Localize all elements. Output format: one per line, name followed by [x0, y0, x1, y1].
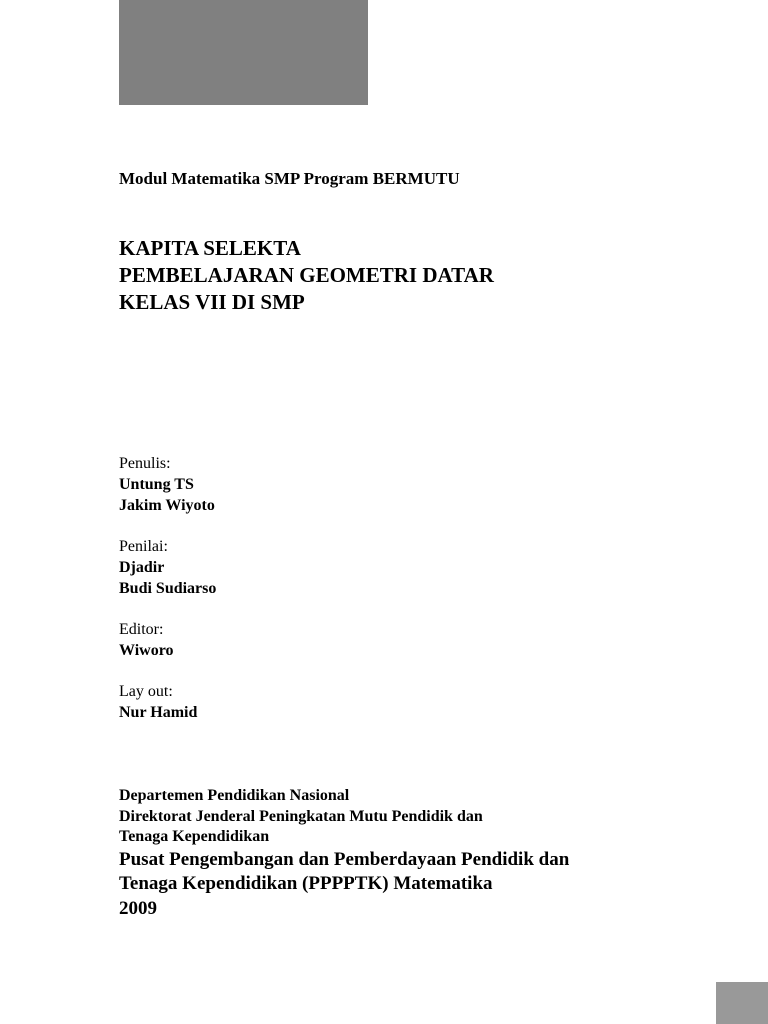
credit-role: Lay out: — [119, 683, 173, 700]
document-title — [119, 235, 494, 316]
credit-group-editor — [119, 619, 216, 661]
credit-person: Budi Sudiarso — [119, 580, 217, 597]
title-line-2: PEMBELAJARAN GEOMETRI DATAR — [119, 263, 494, 287]
publisher-line: Tenaga Kependidikan — [119, 828, 270, 845]
credit-group-layout — [119, 681, 216, 723]
publication-year: 2009 — [119, 897, 157, 919]
credit-person: Djadir — [119, 559, 165, 576]
title-line-3: KELAS VII DI SMP — [119, 290, 305, 314]
corner-page-block — [716, 982, 768, 1024]
credit-person: Wiworo — [119, 642, 174, 659]
credit-role: Penulis: — [119, 455, 171, 472]
publisher-line: Tenaga Kependidikan (PPPPTK) Matematika — [119, 873, 493, 894]
publisher-block — [119, 786, 569, 921]
module-series-line: Modul Matematika SMP Program BERMUTU — [119, 169, 460, 188]
credit-group-reviewers — [119, 536, 216, 599]
credit-role: Penilai: — [119, 538, 168, 555]
credit-person: Untung TS — [119, 476, 194, 493]
credit-person: Nur Hamid — [119, 704, 198, 721]
title-line-1: KAPITA SELEKTA — [119, 236, 301, 260]
publisher-line: Direktorat Jenderal Peningkatan Mutu Pendidik dan — [119, 807, 483, 825]
credit-person: Jakim Wiyoto — [119, 497, 215, 514]
credits-section — [119, 453, 216, 743]
publisher-line: Pusat Pengembangan dan Pemberdayaan Pendidik dan — [119, 848, 570, 870]
credit-role: Editor: — [119, 621, 164, 638]
publisher-line: Departemen Pendidikan Nasional — [119, 787, 350, 804]
gray-placeholder-block — [119, 0, 368, 105]
credit-group-writers — [119, 453, 216, 516]
